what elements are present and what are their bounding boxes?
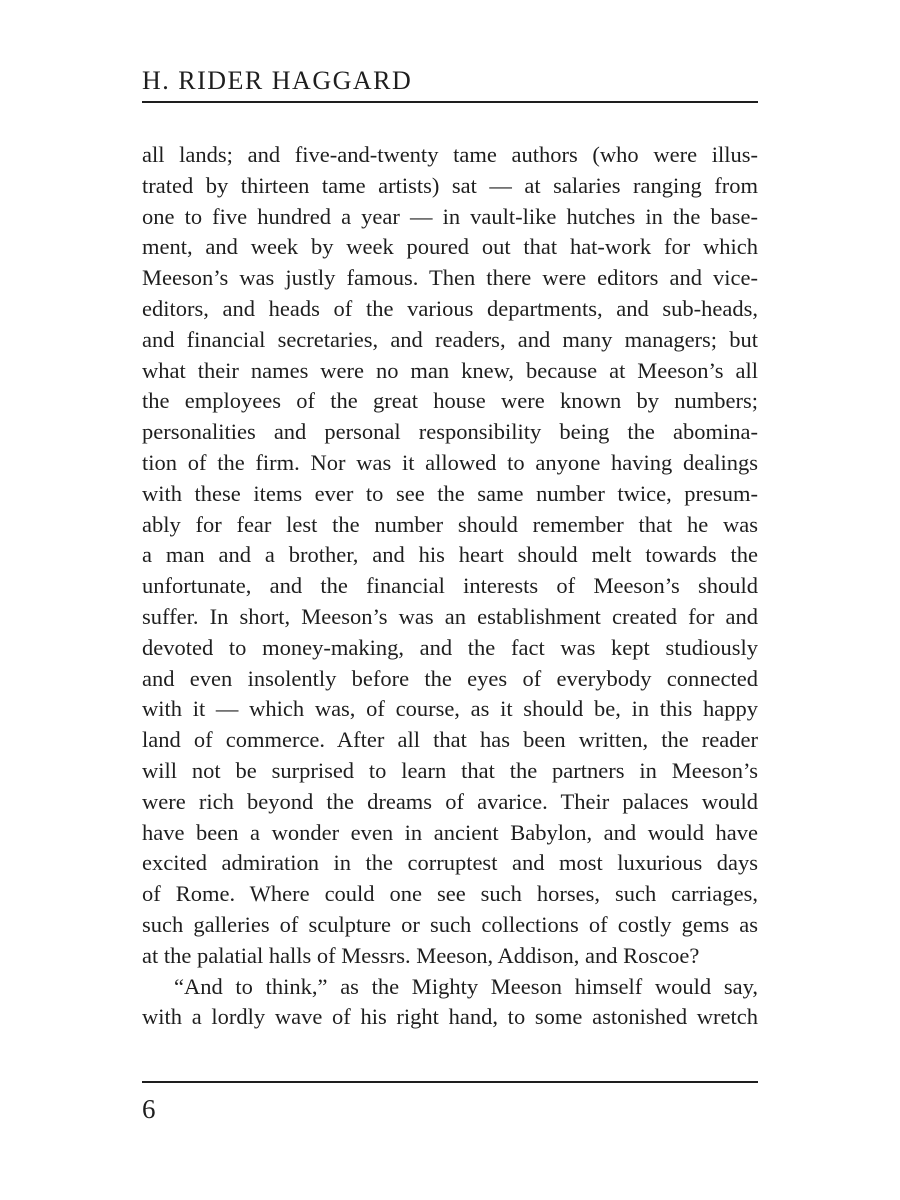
text-line: unfortunate, and the financial interests of Meeson’s should xyxy=(142,573,758,599)
text-line: ably for fear lest the number should remember that he was xyxy=(142,511,758,537)
text-line: what their names were no man knew, because at Meeson’s all xyxy=(142,357,758,383)
text-line: devoted to money-making, and the fact was kept studiously xyxy=(142,634,758,660)
text-line: were rich beyond the dreams of avarice. Their palaces would xyxy=(142,788,758,814)
footer-rule xyxy=(142,1081,758,1083)
text-line: have been a wonder even in ancient Babylon, and would have xyxy=(142,819,758,845)
paragraph-end-line: at the palatial halls of Messrs. Meeson, Addison, and Roscoe? xyxy=(142,942,700,968)
text-line: Meeson’s was justly famous. Then there were editors and vice- xyxy=(142,265,758,291)
page-header xyxy=(142,64,758,104)
text-line: the employees of the great house were known by numbers; xyxy=(142,388,758,414)
text-line: and financial secretaries, and readers, and many managers; but xyxy=(142,326,758,352)
text-line: such galleries of sculpture or such collections of costly gems as xyxy=(142,911,758,937)
text-line: editors, and heads of the various departments, and sub-heads, xyxy=(142,295,758,321)
paragraph-start-line: “And to think,” as the Mighty Meeson himself would say, xyxy=(174,973,758,999)
text-line: excited admiration in the corruptest and most luxurious days xyxy=(142,850,758,876)
text-line: suffer. In short, Meeson’s was an establishment created for and xyxy=(142,603,758,629)
running-head: H. RIDER HAGGARD xyxy=(142,66,413,95)
text-line: and even insolently before the eyes of everybody connected xyxy=(142,665,758,691)
text-line: with it — which was, of course, as it should be, in this happy xyxy=(142,696,758,722)
page-number: 6 xyxy=(142,1094,156,1124)
text-line: with these items ever to see the same number twice, presum- xyxy=(142,480,758,506)
text-line: ment, and week by week poured out that hat-work for which xyxy=(142,234,758,260)
text-line: tion of the firm. Nor was it allowed to anyone having dealings xyxy=(142,449,758,475)
text-line: of Rome. Where could one see such horses, such carriages, xyxy=(142,881,758,907)
text-line: with a lordly wave of his right hand, to some astonished wretch xyxy=(142,1004,758,1030)
text-line: personalities and personal responsibility being the abomina- xyxy=(142,419,758,445)
text-line: land of commerce. After all that has been written, the reader xyxy=(142,727,758,753)
text-line: will not be surprised to learn that the partners in Meeson’s xyxy=(142,757,758,783)
text-line: one to five hundred a year — in vault-like hutches in the base- xyxy=(142,203,758,229)
text-line: trated by thirteen tame artists) sat — at salaries ranging from xyxy=(142,172,758,198)
text-line: all lands; and five-and-twenty tame authors (who were illus- xyxy=(142,142,758,167)
body-text xyxy=(142,140,758,1033)
header-rule xyxy=(142,101,758,103)
text-line: a man and a brother, and his heart should melt towards the xyxy=(142,542,758,568)
